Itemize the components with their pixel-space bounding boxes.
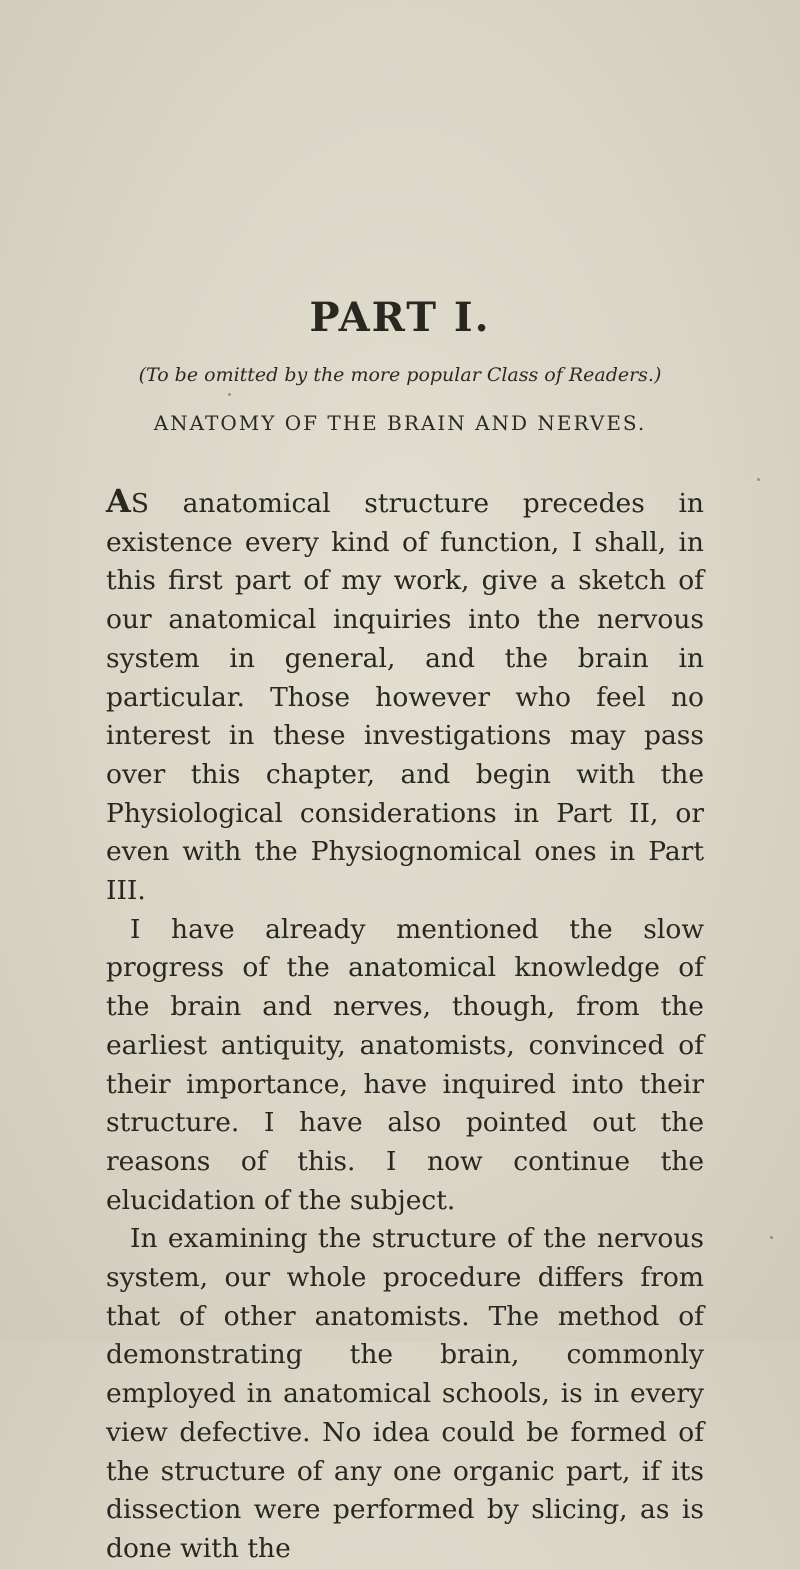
paper-speck: [770, 1236, 773, 1239]
chapter-title: ANATOMY OF THE BRAIN AND NERVES.: [153, 411, 647, 435]
part-heading: PART I.: [309, 294, 491, 341]
body-text: [106, 482, 704, 1569]
paragraph-1: [106, 482, 704, 911]
paragraph-1-text: S anatomical structure precedes in existence every kind of function, I shall, in this first part of my work, give a sketch of our anatomical inquiries into the nervous system in general, and the brain in particular. Those however who feel no interest in these investigations may pass over this chapter, and begin with the Physiological considerations in Part II, or even with the Physiognomical ones in Part III.: [106, 488, 704, 907]
paragraph-3: In examining the structure of the nervous system, our whole procedure differs from that of other anatomists. The method of demonstrating the brain, commonly employed in anatomical schools, is in every view defective. No idea could be formed of the structure of any one organic part, if its dissection were performed by slicing, as is done with the: [106, 1223, 704, 1564]
drop-cap: A: [106, 482, 131, 520]
paragraph-2: I have already mentioned the slow progress of the anatomical knowledge of the brain and nerves, though, from the earliest antiquity, anatomists, convinced of their importance, have inquired into their structure. I have also pointed out the reasons of this. I now continue the elucidation of the subject.: [106, 913, 704, 1216]
paper-speck: [757, 478, 760, 481]
paper-speck: [228, 393, 231, 396]
reader-note: (To be omitted by the more popular Class of Readers.): [138, 364, 662, 386]
